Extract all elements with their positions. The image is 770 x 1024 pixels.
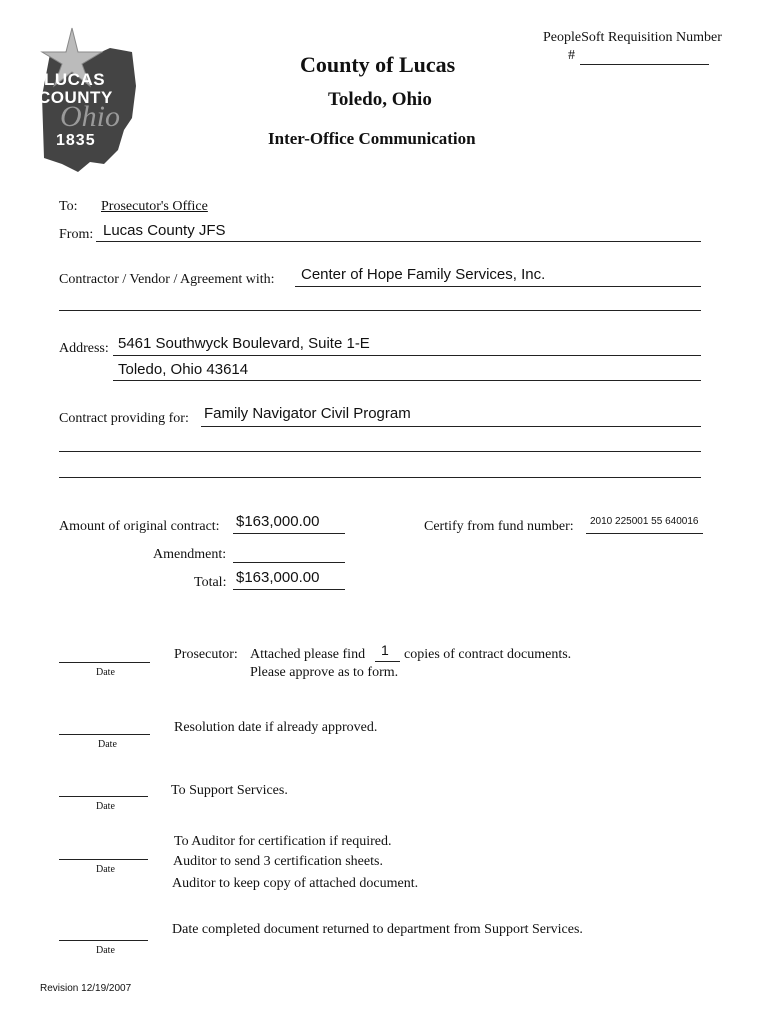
returned-date-label: Date xyxy=(96,945,115,956)
auditor-text-b: Auditor to send 3 certification sheets. xyxy=(173,854,383,869)
contract-underline-3[interactable] xyxy=(59,477,701,478)
support-text: To Support Services. xyxy=(171,783,288,798)
to-value: Prosecutor's Office xyxy=(101,199,208,214)
fund-field[interactable]: 2010 225001 55 640016 xyxy=(590,516,699,527)
support-date-line[interactable] xyxy=(59,796,148,797)
contract-label: Contract providing for: xyxy=(59,411,189,426)
total-underline xyxy=(233,589,345,590)
prosecutor-text-b: copies of contract documents. xyxy=(404,647,572,662)
fund-underline xyxy=(586,533,703,534)
to-label: To: xyxy=(59,199,78,214)
contractor-underline-2[interactable] xyxy=(59,310,701,311)
amendment-underline xyxy=(233,562,345,563)
requisition-hash: # xyxy=(568,48,575,63)
revision-note: Revision 12/19/2007 xyxy=(40,983,132,994)
contractor-label: Contractor / Vendor / Agreement with: xyxy=(59,272,275,287)
from-underline xyxy=(96,241,701,242)
address-underline-1 xyxy=(113,355,701,356)
prosecutor-date-line[interactable] xyxy=(59,662,150,663)
from-label: From: xyxy=(59,227,94,242)
prosecutor-label: Prosecutor: xyxy=(174,647,238,662)
amount-field[interactable]: $163,000.00 xyxy=(236,513,320,530)
resolution-date-label: Date xyxy=(98,739,117,750)
prosecutor-text-c: Please approve as to form. xyxy=(250,665,399,680)
auditor-text-c: Auditor to keep copy of attached document. xyxy=(172,876,419,891)
total-label: Total: xyxy=(194,575,227,590)
returned-date-line[interactable] xyxy=(59,940,148,941)
support-date-label: Date xyxy=(96,801,115,812)
prosecutor-date-label: Date xyxy=(96,667,115,678)
resolution-text: Resolution date if already approved. xyxy=(174,720,378,735)
returned-text: Date completed document returned to department from Support Services. xyxy=(172,922,583,937)
address-line1-field[interactable]: 5461 Southwyck Boulevard, Suite 1-E xyxy=(118,335,370,352)
contract-underline-2[interactable] xyxy=(59,451,701,452)
logo-text-lucas: LUCAS xyxy=(44,70,106,89)
copies-underline xyxy=(375,661,400,662)
contractor-field[interactable]: Center of Hope Family Services, Inc. xyxy=(301,266,546,283)
logo-text-ohio: Ohio xyxy=(60,100,120,133)
logo-text-county: COUNTY xyxy=(38,88,113,107)
contract-underline xyxy=(201,426,701,427)
amount-label: Amount of original contract: xyxy=(59,519,220,534)
total-field[interactable]: $163,000.00 xyxy=(236,569,320,586)
auditor-text-a: To Auditor for certification if required. xyxy=(174,834,392,849)
logo-text-year: 1835 xyxy=(56,132,96,149)
address-underline-2 xyxy=(113,380,701,381)
fund-label: Certify from fund number: xyxy=(424,519,574,534)
requisition-label: PeopleSoft Requisition Number xyxy=(543,30,722,45)
copies-field[interactable]: 1 xyxy=(381,642,389,658)
resolution-date-line[interactable] xyxy=(59,734,150,735)
amendment-label: Amendment: xyxy=(153,547,227,562)
prosecutor-text-a: Attached please find xyxy=(250,647,366,662)
page-title: County of Lucas xyxy=(300,52,456,77)
address-line2-field[interactable]: Toledo, Ohio 43614 xyxy=(118,361,249,378)
amount-underline xyxy=(233,533,345,534)
requisition-number-field[interactable] xyxy=(580,64,709,65)
contract-field[interactable]: Family Navigator Civil Program xyxy=(204,405,411,422)
page-city: Toledo, Ohio xyxy=(328,89,432,110)
page-subtitle: Inter-Office Communication xyxy=(268,129,476,148)
address-label: Address: xyxy=(59,341,109,356)
auditor-date-label: Date xyxy=(96,864,115,875)
auditor-date-line[interactable] xyxy=(59,859,148,860)
from-field[interactable]: Lucas County JFS xyxy=(103,222,226,239)
contractor-underline xyxy=(295,286,701,287)
